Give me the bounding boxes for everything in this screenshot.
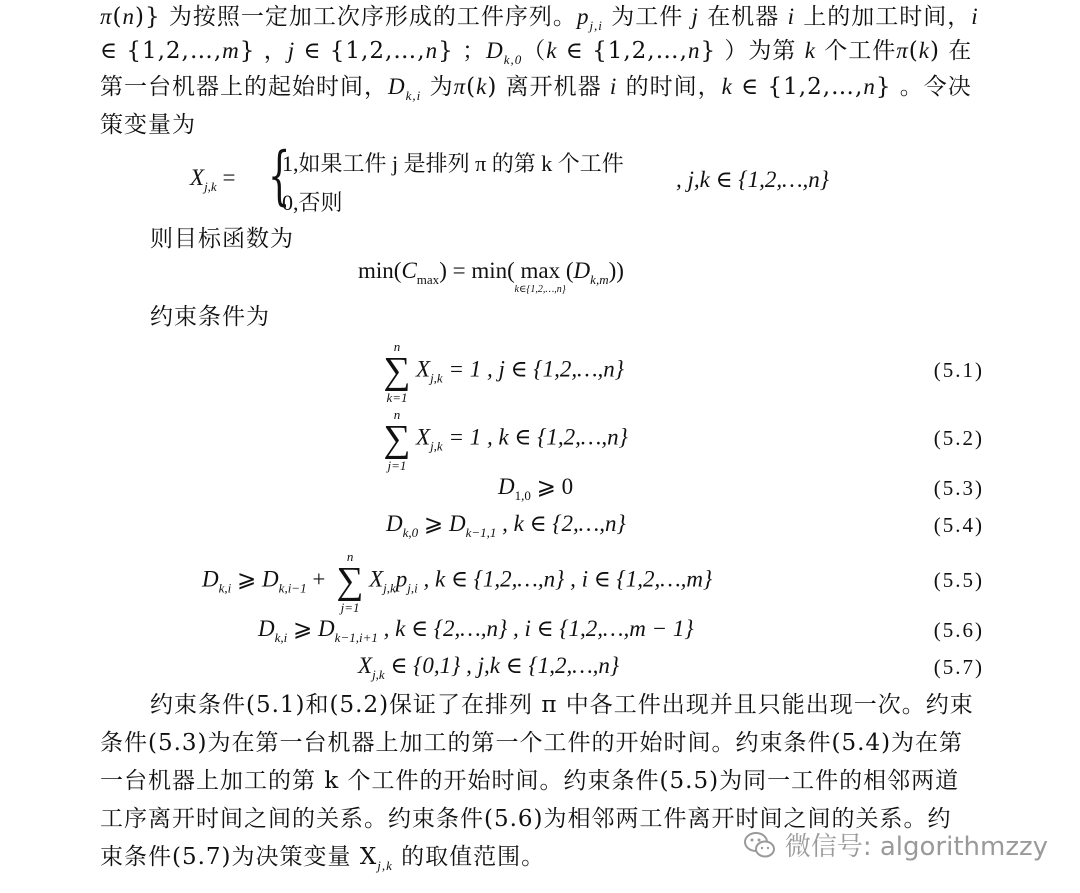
text-line-1: π(n)} 为按照一定加工次序形成的工件序列。$p_{j,i}$ 为工件 j 在机器 i 上的加工时间，i xyxy=(100,4,979,33)
paragraph-line-4: 工序离开时间之间的关系。约束条件(5.6)为相邻两工件离开时间之间的关系。约 xyxy=(100,806,952,832)
text-segment: ∈ {1,2,…, xyxy=(732,74,864,100)
objective-function: $\min(C_{max}) = \min$( max k∈{1,2,…,n} $(D_{k,m})$) xyxy=(358,258,624,295)
text-line-3: 第一台机器上的起始时间，$D_{k,i}$ 为π(k) 离开机器 i 的时间，k ∈ {1,2,…,n} 。令决 xyxy=(100,74,972,103)
text-segment: 在 xyxy=(939,38,973,64)
equation-5-5: $D_{k,i}$ ⩾ $D_{k,i-1}$ + n ∑ j=1 $X_{j,k}p_{j,i}$ , k ∈ {1,2,…,n} , i ∈ {1,2,…,m} xyxy=(202,549,713,615)
text-segment: 在机器 xyxy=(698,4,788,30)
equation-5-6: $D_{k,i}$ ⩾ $D_{k-1,i+1}$ , k ∈ {2,…,n} , i ∈ {1,2,…,m − 1} xyxy=(258,616,694,645)
text-segment: )} 为按照一定加工次序形成的工件序列。 xyxy=(135,4,577,30)
equation-rhs: = 1 , j ∈ {1,2,…,n} xyxy=(448,356,624,382)
equation-5-2: n ∑ j=1 $X_{j,k} = 1$ , k ∈ {1,2,…,n} xyxy=(383,407,628,473)
equation-5-7: $X_{j,k}$ ∈ {0,1} , j,k ∈ {1,2,…,n} xyxy=(358,653,620,682)
case-1: 1,如果工件 j 是排列 π 的第 k 个工件 xyxy=(282,151,624,176)
text-segment: } 。令决 xyxy=(875,74,972,100)
paragraph-line-5: 束条件(5.7)为决策变量 $X_{j,k}$ 的取值范围。 xyxy=(100,844,546,873)
equation-5-4: $D_{k,0}$ ⩾ $D_{k-1,1}$ , k ∈ {2,…,n} xyxy=(386,511,626,540)
equation-rhs: , k ∈ {1,2,…,n} , i ∈ {1,2,…,m} xyxy=(423,566,713,592)
text-segment: 个工件 xyxy=(815,38,897,64)
equation-number-5-4: (5.4) xyxy=(933,513,984,537)
text-line-2: ∈ {1,2,…,m} ，j ∈ {1,2,…,n} ；$D_{k,0}(k$ ∈ {1,2,…,n} ）为第 k 个工件π(k) 在 xyxy=(100,38,973,67)
text-segment: （ xyxy=(522,38,547,64)
case-2: 0,否则 xyxy=(282,190,343,215)
watermark xyxy=(743,826,1048,863)
equation-number-5-5: (5.5) xyxy=(933,568,984,592)
paragraph-line-3: 一台机器上加工的第 k 个工件的开始时间。约束条件(5.5)为同一工件的相邻两道 xyxy=(100,768,960,794)
text-segment: 上的加工时间， xyxy=(794,4,972,30)
equation-rhs: , k ∈ {2,…,n} xyxy=(502,511,626,536)
text-segment: 离开机器 xyxy=(497,74,610,100)
text-segment: 策变量为 xyxy=(100,112,196,138)
equation-number-5-6: (5.6) xyxy=(933,618,984,642)
equation-number-5-7: (5.7) xyxy=(933,655,984,679)
text-segment: ∈ {1,2,…, xyxy=(100,38,223,64)
text-segment: 的时间， xyxy=(617,74,722,100)
text-segment: 束条件(5.7)为决策变量 X xyxy=(100,844,378,870)
equation-5-1: n ∑ k=1 $X_{j,k} = 1$ , j ∈ {1,2,…,n} xyxy=(383,339,624,405)
equation-rhs: = 1 , k ∈ {1,2,…,n} xyxy=(448,424,628,450)
text-segment: } ）为第 xyxy=(700,38,805,64)
brace: { xyxy=(268,139,291,213)
text-segment: } ； xyxy=(438,38,487,64)
text-segment: 为工件 xyxy=(602,4,692,30)
text-segment: ∈ {1,2,…, xyxy=(303,38,426,64)
paragraph-line-1: 约束条件(5.1)和(5.2)保证了在排列 π 中各工件出现并且只能出现一次。约束 xyxy=(150,692,974,718)
equation-number-5-1: (5.1) xyxy=(933,358,984,382)
paragraph-line-2: 条件(5.3)为在第一台机器上加工的第一个工件的开始时间。约束条件(5.4)为在第 xyxy=(100,730,964,756)
equation-number-5-3: (5.3) xyxy=(933,476,984,500)
decision-variable-lhs: $X_{j,k}$ = xyxy=(190,165,236,194)
watermark-text: 微信号: algorithmzzy xyxy=(784,832,1048,862)
text-segment: 第一台机器上的起始时间， xyxy=(100,74,388,100)
equation-rhs: , k ∈ {2,…,n} , i ∈ {1,2,…,m − 1} xyxy=(383,616,694,641)
text-segment: 的取值范围。 xyxy=(392,844,546,870)
text-line-4 xyxy=(100,110,990,140)
equation-rhs: ∈ {0,1} , j,k ∈ {1,2,…,n} xyxy=(390,653,620,678)
constraint-intro: 约束条件为 xyxy=(150,304,270,330)
wechat-icon xyxy=(743,830,777,860)
case-domain: , j,k ∈ {1,2,…,n} xyxy=(676,167,829,192)
objective-intro: 则目标函数为 xyxy=(150,226,294,252)
text-segment: } ， xyxy=(239,38,288,64)
equation-5-3: $D_{1,0}$ ⩾ 0 xyxy=(498,474,574,503)
text-segment: ∈ {1,2,…, xyxy=(557,38,688,64)
text-segment: 为 xyxy=(421,74,454,100)
equation-number-5-2: (5.2) xyxy=(933,426,984,450)
